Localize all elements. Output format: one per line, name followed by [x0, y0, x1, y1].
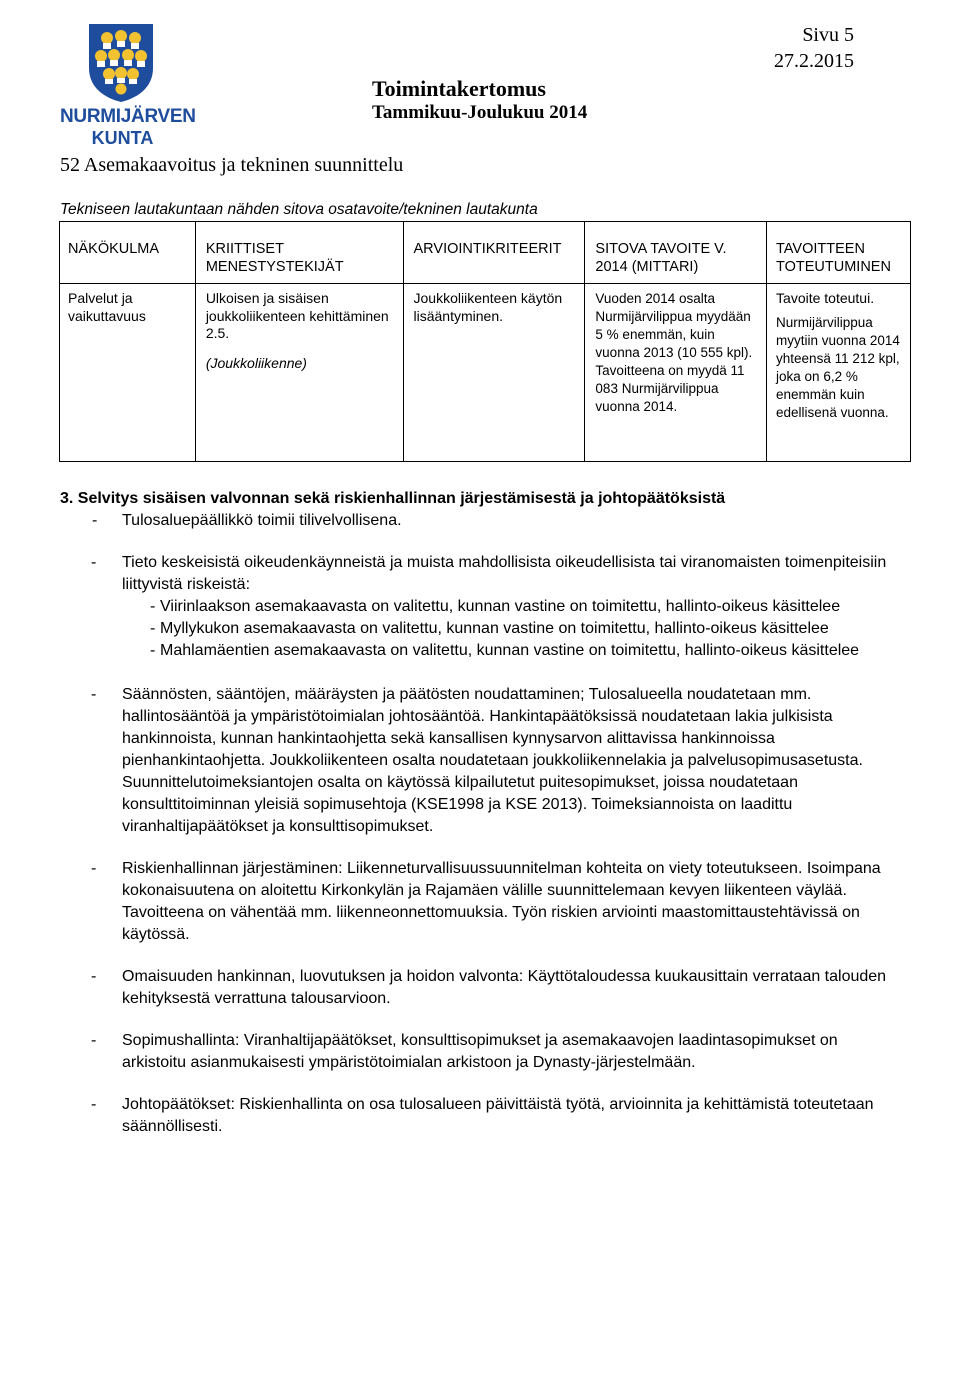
- list-item: [60, 684, 900, 838]
- list-dash: -: [150, 620, 156, 637]
- list-item: [60, 552, 900, 596]
- table-row: [60, 284, 911, 462]
- critical-factor-text: Ulkoisen ja sisäisen joukkoliikenteen kehittäminen 2.5.: [205, 290, 389, 341]
- list-dash: -: [150, 598, 156, 615]
- list-dash: -: [91, 860, 97, 877]
- list-item-text: Omaisuuden hankinnan, luovutuksen ja hoidon valvonta: Käyttötaloudessa kuukausittain verrataan talouden kehityksestä verrattuna talousarvioon.: [122, 968, 887, 1007]
- perspective-text: Palvelut ja vaikuttavuus: [68, 290, 146, 324]
- criteria-text: Joukkoliikenteen käytön lisääntyminen.: [413, 290, 563, 324]
- list-item: [60, 858, 900, 946]
- section-title: 52 Asemakaavoitus ja tekninen suunnittelu: [60, 154, 404, 176]
- cell-goal-realization: [767, 284, 911, 462]
- list-item: [60, 1094, 900, 1138]
- document-date: 27.2.2015: [774, 50, 854, 72]
- table-subtitle: Tekniseen lautakuntaan nähden sitova osatavoite/tekninen lautakunta: [60, 201, 538, 218]
- list-item-text: Johtopäätökset: Riskienhallinta on osa tulosalueen päivittäistä työtä, arvioinnita ja kehittämistä toteutetaan säännöllisesti.: [122, 1096, 874, 1135]
- list-dash: -: [91, 1032, 97, 1049]
- section-3-heading: 3. Selvitys sisäisen valvonnan sekä riskienhallinnan järjestämisestä ja johtopäätöksistä: [60, 490, 726, 507]
- cell-binding-goal: [585, 284, 767, 462]
- sub-list-item: [122, 640, 900, 662]
- header-binding-goal: SITOVA TAVOITE V. 2014 (MITTARI): [585, 222, 767, 284]
- section-3: [60, 488, 900, 1138]
- sub-list: [122, 596, 900, 662]
- table-header-row: [60, 222, 911, 284]
- realization-text: Nurmijärvilippua myytiin vuonna 2014 yhteensä 11 212 kpl, joka on 6,2 % enemmän kuin edellisenä vuonna.: [776, 314, 900, 420]
- list-dash: -: [91, 554, 97, 571]
- list-dash: -: [150, 642, 156, 659]
- critical-factor-note: (Joukkoliikenne): [205, 354, 307, 371]
- header-criteria: ARVIOINTIKRITEERIT: [403, 222, 585, 284]
- cell-perspective: [60, 284, 196, 462]
- realization-status: Tavoite toteutui.: [776, 290, 875, 306]
- page-number: Sivu 5: [802, 24, 854, 46]
- header-perspective: NÄKÖKULMA: [60, 222, 196, 284]
- sub-list-item-text: Viirinlaakson asemakaavasta on valitettu, kunnan vastine on toimitettu, hallinto-oikeus käsittelee: [160, 598, 841, 615]
- cell-critical-factors: [195, 284, 403, 462]
- sub-list-item-text: Myllykukon asemakaavasta on valitettu, kunnan vastine on toimitettu, hallinto-oikeus käsittelee: [160, 620, 829, 637]
- coat-of-arms-icon: [87, 22, 155, 104]
- list-dash: -: [91, 686, 97, 703]
- list-item: [60, 510, 900, 532]
- document-title: Toimintakertomus: [372, 76, 546, 101]
- list-item: [60, 1030, 900, 1074]
- list-item-text: Riskienhallinnan järjestäminen: Liikenneturvallisuussuunnitelman kohteita on viety toteutukseen. Isoimpana kokonaisuutena on aloitettu Kirkonkylän ja Rajamäen välille suunnittelemaan kevyen liikenteen väylää. Tavoitteena on vähentää mm. liikenneonnettomuuksia. Työn riskien arviointi maastomittaustehtävissä on käytössä.: [122, 860, 881, 943]
- list-item-text: Säännösten, sääntöjen, määräysten ja päätösten noudattaminen; Tulosalueella noudatetaan mm. hallintosääntöä ja ympäristötoimialan johtosääntöä. Hankintapäätöksissä noudatetaan lakia julkisista hankinnoista, kunnan hankintaohjetta sekä kansallisen kynnysarvon alittavissa hankinnoissa pienhankintaohjetta. Joukkoliikenteen osalta noudatetaan joukkoliikennelakia ja palvelusopimusasetusta. Suunnittelutoimeksiantojen osalta on käytössä kilpailutetut puitesopimukset, joissa noudatetaan konsulttitoiminnan yleisiä sopimusehtoja (KSE1998 ja KSE 2013). Toimeksiannoista on laadittu viranhaltijapäätökset ja konsulttisopimukset.: [122, 686, 863, 835]
- binding-goal-text: Vuoden 2014 osalta Nurmijärvilippua myydään 5 % enemmän, kuin vuonna 2013 (10 555 kpl). Tavoitteena on myydä 11 083 Nurmijärvilippua vuonna 2014.: [595, 291, 753, 414]
- sub-list-item: [122, 596, 900, 618]
- logo-text-name: NURMIJÄRVEN: [60, 106, 196, 127]
- logo-text-kunta: KUNTA: [91, 128, 154, 148]
- list-item-text: Sopimushallinta: Viranhaltijapäätökset, konsulttisopimukset ja asemakaavojen laadintasopimukset on arkistoitu asianmukaisesti ympäristötoimialan arkistoon ja Dynasty-järjestelmään.: [122, 1032, 838, 1071]
- list-item: [60, 966, 900, 1010]
- document-period: Tammikuu-Joulukuu 2014: [372, 102, 588, 123]
- sub-list-item-text: Mahlamäentien asemakaavasta on valitettu, kunnan vastine on toimitettu, hallinto-oikeus käsittelee: [160, 642, 860, 659]
- header-critical-factors: KRIITTISET MENESTYSTEKIJÄT: [195, 222, 403, 284]
- list-item-text: Tieto keskeisistä oikeudenkäynneistä ja muista mahdollisista oikeudellisista tai viranomaisten toimenpiteisiin liittyvistä riskeistä:: [122, 554, 887, 593]
- goals-table: [59, 221, 911, 462]
- list-dash: -: [91, 968, 97, 985]
- list-item-text: Tulosaluepäällikkö toimii tilivelvollisena.: [122, 512, 402, 529]
- cell-criteria: [403, 284, 585, 462]
- list-dash: -: [92, 512, 98, 529]
- header-goal-realization: TAVOITTEEN TOTEUTUMINEN: [767, 222, 911, 284]
- sub-list-item: [122, 618, 900, 640]
- municipality-logo: [60, 20, 196, 150]
- list-dash: -: [91, 1096, 97, 1113]
